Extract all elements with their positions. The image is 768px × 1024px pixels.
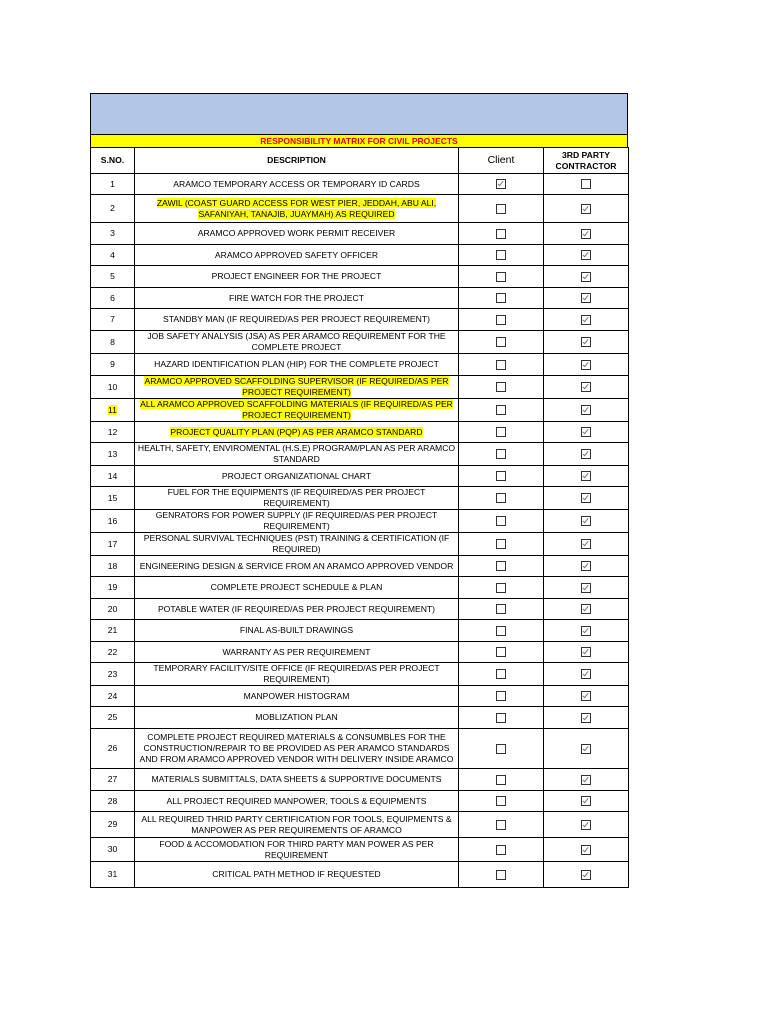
row-description bbox=[135, 838, 459, 862]
row-description-text: MANPOWER HISTOGRAM bbox=[243, 690, 350, 701]
row-contractor-cell bbox=[544, 707, 629, 729]
matrix-title: RESPONSIBILITY MATRIX FOR CIVIL PROJECTS bbox=[90, 134, 628, 147]
contractor-checkbox[interactable] bbox=[581, 669, 591, 679]
row-sno bbox=[91, 686, 135, 707]
row-contractor-cell bbox=[544, 331, 629, 354]
row-contractor-cell bbox=[544, 642, 629, 663]
contractor-checkbox[interactable] bbox=[581, 360, 591, 370]
row-contractor-cell bbox=[544, 288, 629, 309]
row-sno-text: 12 bbox=[107, 426, 118, 437]
contractor-checkbox[interactable] bbox=[581, 272, 591, 282]
contractor-checkbox[interactable] bbox=[581, 471, 591, 481]
table-row bbox=[91, 422, 629, 443]
row-contractor-cell bbox=[544, 245, 629, 266]
row-sno bbox=[91, 599, 135, 620]
table-row bbox=[91, 487, 629, 510]
row-client-cell bbox=[459, 838, 544, 862]
table-row bbox=[91, 533, 629, 556]
row-description bbox=[135, 309, 459, 331]
contractor-checkbox[interactable] bbox=[581, 870, 591, 880]
header-banner bbox=[90, 93, 628, 134]
row-client-cell bbox=[459, 686, 544, 707]
row-description bbox=[135, 642, 459, 663]
row-description bbox=[135, 862, 459, 888]
row-client-cell bbox=[459, 729, 544, 769]
row-client-cell bbox=[459, 466, 544, 487]
row-sno bbox=[91, 376, 135, 399]
col-header-contractor: 3RD PARTY CONTRACTOR bbox=[544, 148, 629, 174]
contractor-checkbox[interactable] bbox=[581, 250, 591, 260]
row-description-text: ARAMCO APPROVED WORK PERMIT RECEIVER bbox=[197, 228, 396, 238]
row-description bbox=[135, 707, 459, 729]
client-checkbox[interactable] bbox=[496, 539, 506, 549]
row-description-text: COMPLETE PROJECT REQUIRED MATERIALS & CONSUMBLES FOR THE CONSTRUCTION/REPAIR TO BE PROVIDED AS PER ARAMCO STANDARDS AND FROM ARAMCO APPROVED VENDOR WITH DELIVERY INSIDE ARAMCO bbox=[139, 732, 454, 764]
row-description-text: ALL PROJECT REQUIRED MANPOWER, TOOLS & EQUIPMENTS bbox=[166, 795, 427, 806]
row-sno bbox=[91, 443, 135, 466]
row-sno-text: 29 bbox=[107, 819, 118, 829]
row-description-text: FUEL FOR THE EQUIPMENTS (IF REQUIRED/AS PER PROJECT REQUIREMENT) bbox=[167, 487, 426, 508]
client-checkbox[interactable] bbox=[496, 820, 506, 830]
row-description bbox=[135, 354, 459, 376]
row-sno-text: 1 bbox=[110, 178, 115, 189]
row-contractor-cell bbox=[544, 862, 629, 888]
row-sno-text: 3 bbox=[110, 228, 115, 238]
row-client-cell bbox=[459, 599, 544, 620]
row-sno bbox=[91, 223, 135, 245]
row-description-text: ALL ARAMCO APPROVED SCAFFOLDING MATERIALS (IF REQUIRED/AS PER PROJECT REQUIREMENT) bbox=[140, 399, 453, 420]
col-header-description: DESCRIPTION bbox=[135, 148, 459, 174]
row-description bbox=[135, 174, 459, 195]
col-header-sno: S.NO. bbox=[91, 148, 135, 174]
row-sno bbox=[91, 729, 135, 769]
contractor-checkbox[interactable] bbox=[581, 626, 591, 636]
row-description-text: WARRANTY AS PER REQUIREMENT bbox=[222, 646, 371, 657]
row-sno bbox=[91, 354, 135, 376]
row-description-text: MOBLIZATION PLAN bbox=[255, 712, 338, 722]
table-body bbox=[91, 174, 629, 888]
table-row bbox=[91, 466, 629, 487]
row-client-cell bbox=[459, 791, 544, 812]
row-description bbox=[135, 620, 459, 642]
client-checkbox[interactable] bbox=[496, 493, 506, 503]
client-checkbox[interactable] bbox=[496, 775, 506, 785]
client-checkbox[interactable] bbox=[496, 293, 506, 303]
row-client-cell bbox=[459, 487, 544, 510]
client-checkbox[interactable] bbox=[496, 471, 506, 481]
row-contractor-cell bbox=[544, 422, 629, 443]
row-description bbox=[135, 533, 459, 556]
table-row bbox=[91, 620, 629, 642]
row-description-text: PROJECT ENGINEER FOR THE PROJECT bbox=[211, 271, 382, 281]
row-contractor-cell bbox=[544, 376, 629, 399]
table-row bbox=[91, 577, 629, 599]
client-checkbox[interactable] bbox=[496, 561, 506, 571]
responsibility-matrix-sheet bbox=[90, 93, 628, 888]
row-sno-text: 26 bbox=[107, 743, 118, 753]
row-description bbox=[135, 487, 459, 510]
row-contractor-cell bbox=[544, 309, 629, 331]
row-description bbox=[135, 812, 459, 838]
row-description bbox=[135, 466, 459, 487]
row-description-text: MATERIALS SUBMITTALS, DATA SHEETS & SUPPORTIVE DOCUMENTS bbox=[151, 774, 442, 784]
contractor-checkbox[interactable] bbox=[581, 449, 591, 459]
row-sno-text: 14 bbox=[107, 470, 118, 481]
row-sno-text: 25 bbox=[107, 712, 118, 722]
row-client-cell bbox=[459, 266, 544, 288]
row-client-cell bbox=[459, 663, 544, 686]
row-sno-text: 30 bbox=[107, 844, 118, 854]
row-sno-text: 2 bbox=[110, 203, 115, 213]
row-sno bbox=[91, 556, 135, 577]
contractor-checkbox[interactable] bbox=[581, 539, 591, 549]
client-checkbox[interactable] bbox=[496, 647, 506, 657]
row-client-cell bbox=[459, 354, 544, 376]
row-description-text: ARAMCO APPROVED SCAFFOLDING SUPERVISOR (IF REQUIRED/AS PER PROJECT REQUIREMENT) bbox=[144, 376, 449, 397]
row-client-cell bbox=[459, 309, 544, 331]
row-description bbox=[135, 245, 459, 266]
contractor-checkbox[interactable] bbox=[581, 713, 591, 723]
row-description bbox=[135, 686, 459, 707]
row-sno-text: 13 bbox=[107, 448, 118, 459]
row-sno bbox=[91, 838, 135, 862]
table-row bbox=[91, 174, 629, 195]
row-description-text: CRITICAL PATH METHOD IF REQUESTED bbox=[212, 869, 381, 879]
row-contractor-cell bbox=[544, 838, 629, 862]
row-sno-text: 10 bbox=[107, 381, 118, 392]
row-contractor-cell bbox=[544, 533, 629, 556]
table-row bbox=[91, 663, 629, 686]
row-sno-text: 4 bbox=[110, 249, 115, 260]
table-row bbox=[91, 729, 629, 769]
table-row bbox=[91, 376, 629, 399]
row-description-text: FOOD & ACCOMODATION FOR THIRD PARTY MAN POWER AS PER REQUIREMENT bbox=[159, 838, 434, 860]
row-description bbox=[135, 443, 459, 466]
row-sno-text: 7 bbox=[110, 314, 115, 324]
row-contractor-cell bbox=[544, 223, 629, 245]
client-checkbox[interactable] bbox=[496, 604, 506, 614]
row-sno-text: 16 bbox=[107, 515, 118, 526]
row-client-cell bbox=[459, 376, 544, 399]
row-client-cell bbox=[459, 577, 544, 599]
contractor-checkbox[interactable] bbox=[581, 315, 591, 325]
client-checkbox[interactable] bbox=[496, 179, 506, 189]
row-client-cell bbox=[459, 195, 544, 223]
row-sno bbox=[91, 195, 135, 223]
row-contractor-cell bbox=[544, 577, 629, 599]
table-row bbox=[91, 556, 629, 577]
client-checkbox[interactable] bbox=[496, 691, 506, 701]
row-sno-text: 17 bbox=[107, 538, 118, 549]
row-sno-text: 20 bbox=[107, 603, 118, 614]
row-description-text: JOB SAFETY ANALYSIS (JSA) AS PER ARAMCO REQUIREMENT FOR THE COMPLETE PROJECT bbox=[147, 331, 446, 352]
client-checkbox[interactable] bbox=[496, 713, 506, 723]
row-description bbox=[135, 266, 459, 288]
contractor-checkbox[interactable] bbox=[581, 845, 591, 855]
row-sno bbox=[91, 174, 135, 195]
row-contractor-cell bbox=[544, 556, 629, 577]
row-contractor-cell bbox=[544, 729, 629, 769]
row-client-cell bbox=[459, 510, 544, 533]
row-client-cell bbox=[459, 769, 544, 791]
row-description bbox=[135, 577, 459, 599]
row-description-text: ZAWIL (COAST GUARD ACCESS FOR WEST PIER, JEDDAH, ABU ALI, SAFANIYAH, TANAJIB, JUAYMAH) AS REQUIRED bbox=[156, 197, 437, 219]
row-sno-text: 27 bbox=[107, 774, 118, 784]
row-description-text: ALL REQUIRED THRID PARTY CERTIFICATION FOR TOOLS, EQUIPMENTS & MANPOWER AS PER REQUIREMENTS OF ARAMCO bbox=[141, 813, 452, 835]
row-sno-text: 21 bbox=[107, 625, 118, 635]
row-contractor-cell bbox=[544, 487, 629, 510]
client-checkbox[interactable] bbox=[496, 516, 506, 526]
client-checkbox[interactable] bbox=[496, 315, 506, 325]
row-description bbox=[135, 510, 459, 533]
contractor-checkbox[interactable] bbox=[581, 204, 591, 214]
client-checkbox[interactable] bbox=[496, 272, 506, 282]
table-row bbox=[91, 838, 629, 862]
row-sno-text: 5 bbox=[110, 271, 115, 281]
contractor-checkbox[interactable] bbox=[581, 493, 591, 503]
row-client-cell bbox=[459, 288, 544, 309]
row-sno-text: 18 bbox=[107, 560, 118, 571]
row-client-cell bbox=[459, 422, 544, 443]
contractor-checkbox[interactable] bbox=[581, 382, 591, 392]
client-checkbox[interactable] bbox=[496, 845, 506, 855]
table-row bbox=[91, 862, 629, 888]
row-sno-text: 6 bbox=[110, 292, 115, 303]
row-contractor-cell bbox=[544, 599, 629, 620]
row-sno bbox=[91, 422, 135, 443]
row-sno bbox=[91, 620, 135, 642]
row-contractor-cell bbox=[544, 399, 629, 422]
client-checkbox[interactable] bbox=[496, 382, 506, 392]
table-header-row bbox=[91, 148, 629, 174]
row-sno bbox=[91, 466, 135, 487]
row-sno-text: 24 bbox=[107, 690, 118, 701]
row-sno-text: 19 bbox=[107, 582, 118, 592]
row-contractor-cell bbox=[544, 791, 629, 812]
row-contractor-cell bbox=[544, 466, 629, 487]
row-sno bbox=[91, 245, 135, 266]
col-header-client: Client bbox=[459, 148, 544, 174]
row-description bbox=[135, 195, 459, 223]
row-sno bbox=[91, 769, 135, 791]
row-client-cell bbox=[459, 174, 544, 195]
table-row bbox=[91, 769, 629, 791]
contractor-checkbox[interactable] bbox=[581, 820, 591, 830]
row-contractor-cell bbox=[544, 443, 629, 466]
table-row bbox=[91, 288, 629, 309]
row-sno bbox=[91, 399, 135, 422]
row-client-cell bbox=[459, 443, 544, 466]
table-row bbox=[91, 399, 629, 422]
row-sno bbox=[91, 862, 135, 888]
contractor-checkbox[interactable] bbox=[581, 229, 591, 239]
client-checkbox[interactable] bbox=[496, 250, 506, 260]
row-description-text: HAZARD IDENTIFICATION PLAN (HIP) FOR THE COMPLETE PROJECT bbox=[154, 359, 439, 369]
row-sno-text: 28 bbox=[107, 795, 118, 806]
row-description bbox=[135, 791, 459, 812]
table-row bbox=[91, 331, 629, 354]
contractor-checkbox[interactable] bbox=[581, 179, 591, 189]
table-row bbox=[91, 707, 629, 729]
client-checkbox[interactable] bbox=[496, 626, 506, 636]
client-checkbox[interactable] bbox=[496, 427, 506, 437]
contractor-checkbox[interactable] bbox=[581, 583, 591, 593]
row-sno-text: 8 bbox=[110, 336, 115, 347]
row-description-text: ARAMCO TEMPORARY ACCESS OR TEMPORARY ID CARDS bbox=[173, 178, 420, 189]
client-checkbox[interactable] bbox=[496, 337, 506, 347]
row-client-cell bbox=[459, 331, 544, 354]
row-description bbox=[135, 288, 459, 309]
row-sno bbox=[91, 812, 135, 838]
row-contractor-cell bbox=[544, 354, 629, 376]
row-sno bbox=[91, 331, 135, 354]
row-description-text: POTABLE WATER (IF REQUIRED/AS PER PROJECT REQUIREMENT) bbox=[157, 603, 436, 614]
table-row bbox=[91, 642, 629, 663]
table-row bbox=[91, 309, 629, 331]
row-description-text: PROJECT QUALITY PLAN (PQP) AS PER ARAMCO STANDARD bbox=[170, 426, 423, 437]
row-sno bbox=[91, 309, 135, 331]
contractor-checkbox[interactable] bbox=[581, 796, 591, 806]
row-description-text: TEMPORARY FACILITY/SITE OFFICE (IF REQUIRED/AS PER PROJECT REQUIREMENT) bbox=[153, 663, 440, 684]
row-contractor-cell bbox=[544, 620, 629, 642]
row-contractor-cell bbox=[544, 266, 629, 288]
client-checkbox[interactable] bbox=[496, 796, 506, 806]
contractor-checkbox[interactable] bbox=[581, 293, 591, 303]
table-row bbox=[91, 812, 629, 838]
row-client-cell bbox=[459, 642, 544, 663]
row-description bbox=[135, 556, 459, 577]
client-checkbox[interactable] bbox=[496, 204, 506, 214]
contractor-checkbox[interactable] bbox=[581, 337, 591, 347]
row-sno bbox=[91, 266, 135, 288]
row-contractor-cell bbox=[544, 686, 629, 707]
table-row bbox=[91, 195, 629, 223]
row-description-text: STANDBY MAN (IF REQUIRED/AS PER PROJECT REQUIREMENT) bbox=[163, 314, 430, 324]
contractor-checkbox[interactable] bbox=[581, 561, 591, 571]
row-contractor-cell bbox=[544, 812, 629, 838]
contractor-checkbox[interactable] bbox=[581, 744, 591, 754]
row-description-text: ENGINEERING DESIGN & SERVICE FROM AN ARAMCO APPROVED VENDOR bbox=[139, 560, 454, 571]
row-description-text: FIRE WATCH FOR THE PROJECT bbox=[229, 292, 364, 303]
row-description-text: COMPLETE PROJECT SCHEDULE & PLAN bbox=[210, 582, 383, 592]
row-contractor-cell bbox=[544, 174, 629, 195]
row-client-cell bbox=[459, 812, 544, 838]
row-description bbox=[135, 599, 459, 620]
row-sno-text: 23 bbox=[107, 668, 118, 679]
row-description-text: PROJECT ORGANIZATIONAL CHART bbox=[221, 470, 372, 481]
row-sno bbox=[91, 707, 135, 729]
row-sno bbox=[91, 642, 135, 663]
client-checkbox[interactable] bbox=[496, 870, 506, 880]
client-checkbox[interactable] bbox=[496, 229, 506, 239]
table-row bbox=[91, 245, 629, 266]
client-checkbox[interactable] bbox=[496, 744, 506, 754]
row-sno bbox=[91, 288, 135, 309]
row-description bbox=[135, 399, 459, 422]
row-description-text: HEALTH, SAFETY, ENVIROMENTAL (H.S.E) PROGRAM/PLAN AS PER ARAMCO STANDARD bbox=[137, 443, 456, 464]
contractor-checkbox[interactable] bbox=[581, 647, 591, 657]
row-client-cell bbox=[459, 707, 544, 729]
client-checkbox[interactable] bbox=[496, 360, 506, 370]
row-sno-text: 11 bbox=[108, 404, 117, 415]
contractor-checkbox[interactable] bbox=[581, 775, 591, 785]
row-client-cell bbox=[459, 245, 544, 266]
row-sno bbox=[91, 533, 135, 556]
table-row bbox=[91, 686, 629, 707]
row-contractor-cell bbox=[544, 769, 629, 791]
row-sno-text: 22 bbox=[107, 646, 118, 657]
row-sno bbox=[91, 791, 135, 812]
table-row bbox=[91, 510, 629, 533]
row-client-cell bbox=[459, 620, 544, 642]
row-client-cell bbox=[459, 862, 544, 888]
table-row bbox=[91, 791, 629, 812]
row-client-cell bbox=[459, 533, 544, 556]
contractor-checkbox[interactable] bbox=[581, 691, 591, 701]
row-sno bbox=[91, 510, 135, 533]
row-description bbox=[135, 663, 459, 686]
row-sno-text: 9 bbox=[110, 359, 115, 369]
row-description-text: FINAL AS-BUILT DRAWINGS bbox=[239, 625, 354, 635]
row-description bbox=[135, 769, 459, 791]
row-description bbox=[135, 729, 459, 769]
responsibility-table bbox=[90, 147, 629, 888]
row-sno bbox=[91, 663, 135, 686]
client-checkbox[interactable] bbox=[496, 669, 506, 679]
row-client-cell bbox=[459, 399, 544, 422]
row-sno bbox=[91, 487, 135, 510]
row-description bbox=[135, 376, 459, 399]
row-client-cell bbox=[459, 556, 544, 577]
table-row bbox=[91, 266, 629, 288]
contractor-checkbox[interactable] bbox=[581, 516, 591, 526]
row-description-text: GENRATORS FOR POWER SUPPLY (IF REQUIRED/AS PER PROJECT REQUIREMENT) bbox=[155, 510, 438, 531]
row-description bbox=[135, 331, 459, 354]
row-contractor-cell bbox=[544, 510, 629, 533]
client-checkbox[interactable] bbox=[496, 405, 506, 415]
row-description-text: PERSONAL SURVIVAL TECHNIQUES (PST) TRAINING & CERTIFICATION (IF REQUIRED) bbox=[143, 533, 450, 554]
client-checkbox[interactable] bbox=[496, 583, 506, 593]
row-sno-text: 31 bbox=[107, 869, 118, 879]
row-description bbox=[135, 223, 459, 245]
row-contractor-cell bbox=[544, 663, 629, 686]
table-row bbox=[91, 223, 629, 245]
row-sno-text: 15 bbox=[107, 492, 118, 503]
table-row bbox=[91, 443, 629, 466]
table-row bbox=[91, 354, 629, 376]
contractor-checkbox[interactable] bbox=[581, 405, 591, 415]
table-row bbox=[91, 599, 629, 620]
contractor-checkbox[interactable] bbox=[581, 604, 591, 614]
row-sno bbox=[91, 577, 135, 599]
row-contractor-cell bbox=[544, 195, 629, 223]
row-description-text: ARAMCO APPROVED SAFETY OFFICER bbox=[214, 249, 379, 260]
row-client-cell bbox=[459, 223, 544, 245]
client-checkbox[interactable] bbox=[496, 449, 506, 459]
row-description bbox=[135, 422, 459, 443]
contractor-checkbox[interactable] bbox=[581, 427, 591, 437]
